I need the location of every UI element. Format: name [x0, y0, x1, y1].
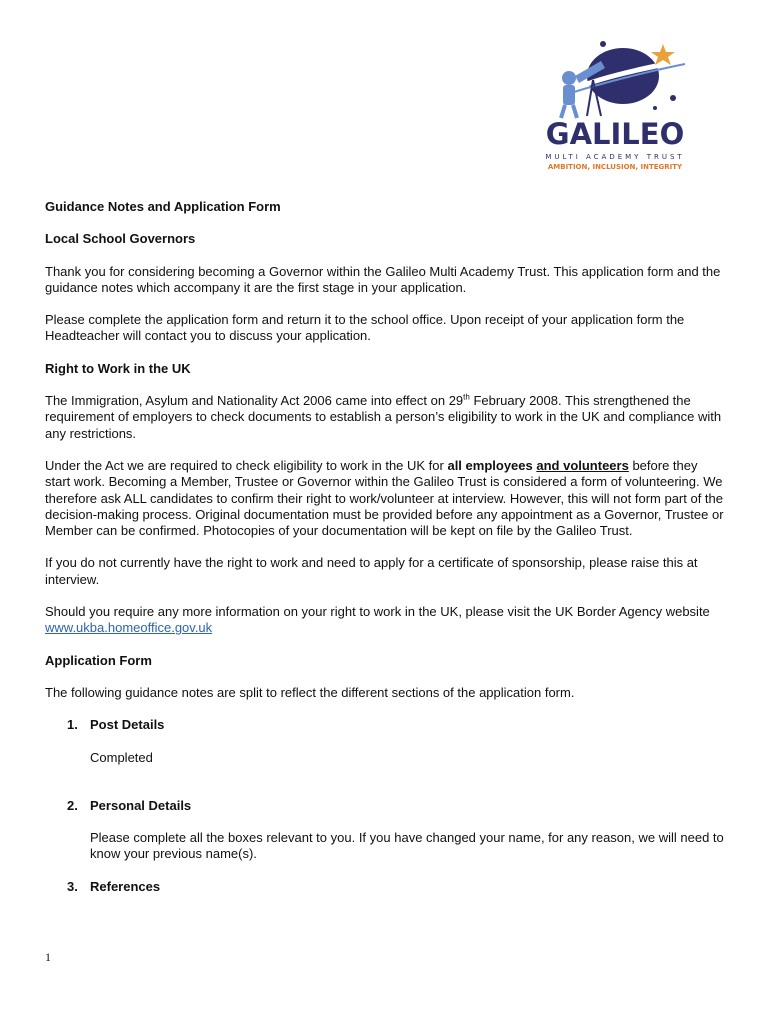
- intro-paragraph-1: Thank you for considering becoming a Governor within the Galileo Multi Academy Trust. This application form and the guidance notes which accompany it are the first stage in your application.: [45, 263, 721, 295]
- rtw-paragraph-4: Should you require any more information on your right to work in the UK, please visit the UK Border Agency website www.ukba.homeoffice.gov.uk: [45, 604, 710, 636]
- rtw-paragraph-2: Under the Act we are required to check eligibility to work in the UK for all employees and volunteers before they start work. Becoming a Member, Trustee or Governor within the Galileo Trust is considered a form of volunteering. We therefore ask ALL candidates to confirm their right to work/volunteer at interview. However, this will not form part of the decision-making process. Original documentation must be provided before any appointment as a Governor, Trustee or Member can be confirmed. Photocopies of your documentation will be kept on file by the Galileo Trust.: [45, 457, 724, 539]
- document-body: [45, 199, 725, 911]
- list-item: 1. Post Details: [67, 717, 165, 733]
- list-item-body: Please complete all the boxes relevant to you. If you have changed your name, for any reason, we will need to know your previous name(s).: [90, 830, 724, 862]
- svg-text:AMBITION, INCLUSION, INTEGRITY: AMBITION, INCLUSION, INTEGRITY: [547, 163, 683, 171]
- list-item-body: Completed: [90, 749, 153, 765]
- galileo-logo: [535, 38, 695, 178]
- ukba-website-link[interactable]: www.ukba.homeoffice.gov.uk: [45, 620, 213, 636]
- rtw-paragraph-1: The Immigration, Asylum and Nationality Act 2006 came into effect on 29th February 2008. This strengthened the requirement of employers to check documents to establish a person’s eligibility to work in the UK and compliance with any restrictions.: [45, 392, 722, 441]
- doc-subtitle: Local School Governors: [45, 231, 196, 247]
- application-form-heading: Application Form: [45, 652, 152, 668]
- right-to-work-heading: Right to Work in the UK: [45, 360, 191, 376]
- intro-paragraph-2: Please complete the application form and return it to the school office. Upon receipt of your application form the Headteacher will contact you to discuss your application.: [45, 312, 685, 344]
- list-item: 2. Personal Details: [67, 797, 192, 813]
- page-number: 1: [45, 950, 51, 964]
- application-form-intro: The following guidance notes are split to reflect the different sections of the application form.: [45, 684, 575, 700]
- list-item: 3. References: [67, 878, 161, 894]
- svg-text:GALILEO: GALILEO: [545, 117, 685, 151]
- rtw-paragraph-3: If you do not currently have the right to work and need to apply for a certificate of sponsorship, please raise this at interview.: [45, 555, 698, 587]
- doc-title: Guidance Notes and Application Form: [45, 199, 281, 214]
- svg-text:MULTI ACADEMY TRUST: MULTI ACADEMY TRUST: [545, 153, 685, 161]
